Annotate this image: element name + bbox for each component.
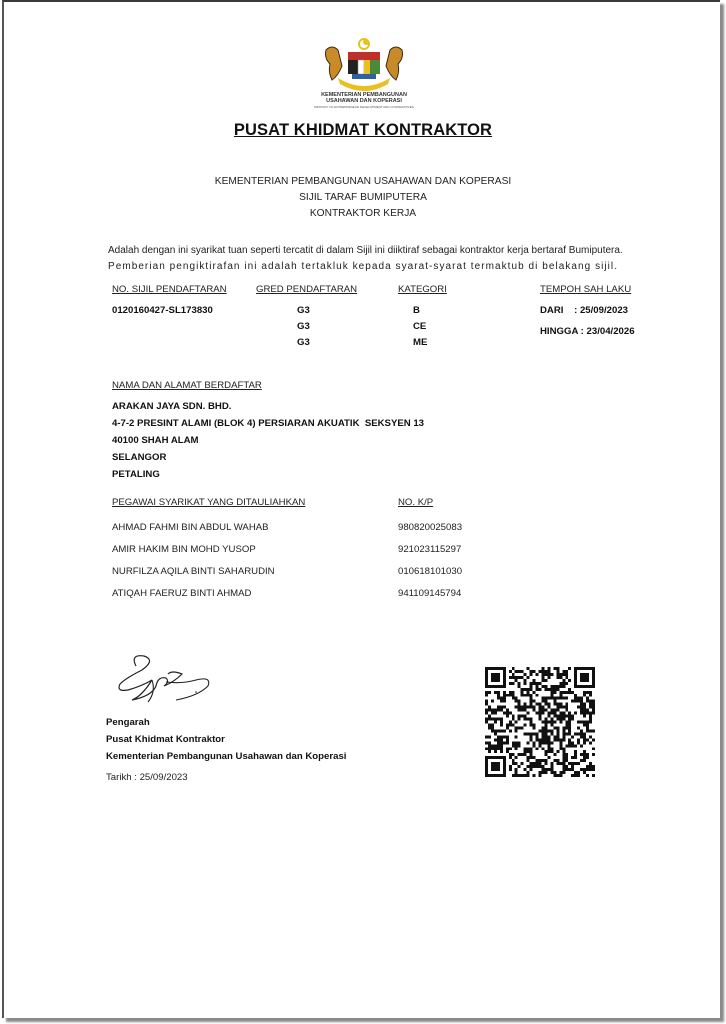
officer-name: AHMAD FAHMI BIN ABDUL WAHAB xyxy=(112,522,269,533)
officer-name: ATIQAH FAERUZ BINTI AHMAD xyxy=(112,588,252,599)
company-header: NAMA DAN ALAMAT BERDAFTAR xyxy=(112,380,262,391)
grade-value: G3 xyxy=(297,321,310,332)
officer-name: NURFILZA AQILA BINTI SAHARUDIN xyxy=(112,566,275,577)
certificate-page xyxy=(2,0,720,1018)
header-grade: GRED PENDAFTARAN xyxy=(256,284,358,295)
logo-line-2: USAHAWAN DAN KOPERASI xyxy=(326,98,402,104)
signatory-org: Pusat Khidmat Kontraktor xyxy=(106,734,225,745)
ic-header: NO. K/P xyxy=(398,497,434,508)
ministry-name: KEMENTERIAN PEMBANGUNAN USAHAWAN DAN KOPERASI xyxy=(214,176,512,187)
registration-number: 0120160427-SL173830 xyxy=(112,305,213,316)
company-address-line: 4-7-2 PRESINT ALAMI (BLOK 4) PERSIARAN AKUATIK SEKSYEN 13 xyxy=(112,418,425,429)
ministry-logo-text xyxy=(300,92,428,110)
crest-logo-icon xyxy=(318,36,410,94)
company-address-line: PETALING xyxy=(112,469,160,480)
signature-image xyxy=(112,652,216,708)
signatory-role: Pengarah xyxy=(106,717,150,728)
category-value: CE xyxy=(413,321,427,332)
company-name: ARAKAN JAYA SDN. BHD. xyxy=(112,401,232,412)
officer-ic: 010618101030 xyxy=(398,566,463,577)
logo-line-3: MINISTRY OF ENTREPRENEUR DEVELOPMENT AND COOPERATIVES xyxy=(314,105,414,109)
intro-line-1: Adalah dengan ini syarikat tuan seperti tercatit di dalam Sijil ini diiktiraf sebagai kontraktor kerja bertaraf Bumiputera. xyxy=(108,245,623,256)
officer-ic: 980820025083 xyxy=(398,522,463,533)
company-address-line: SELANGOR xyxy=(112,452,167,463)
signatory-ministry: Kementerian Pembangunan Usahawan dan Koperasi xyxy=(106,751,347,762)
logo-line-1: KEMENTERIAN PEMBANGUNAN xyxy=(321,92,407,98)
grade-value: G3 xyxy=(297,305,310,316)
page-title: PUSAT KHIDMAT KONTRAKTOR xyxy=(233,121,493,139)
officers-header: PEGAWAI SYARIKAT YANG DITAULIAHKAN xyxy=(112,497,306,508)
category-value: B xyxy=(413,305,420,316)
header-validity: TEMPOH SAH LAKU xyxy=(540,284,632,295)
company-address-line: 40100 SHAH ALAM xyxy=(112,435,199,446)
issue-date: Tarikh : 25/09/2023 xyxy=(106,772,188,783)
valid-to: HINGGA : 23/04/2026 xyxy=(540,326,635,337)
header-registration-no: NO. SIJIL PENDAFTARAN xyxy=(112,284,227,295)
grade-value: G3 xyxy=(297,337,310,348)
header-category: KATEGORI xyxy=(398,284,447,295)
category-value: ME xyxy=(413,337,428,348)
officer-name: AMIR HAKIM BIN MOHD YUSOP xyxy=(112,544,256,555)
officer-ic: 941109145794 xyxy=(398,588,462,599)
valid-from: DARI : 25/09/2023 xyxy=(540,305,628,316)
contractor-type: KONTRAKTOR KERJA xyxy=(309,208,417,219)
officer-ic: 921023115297 xyxy=(398,544,462,555)
certificate-name: SIJIL TARAF BUMIPUTERA xyxy=(299,192,427,203)
qr-code-icon xyxy=(485,667,595,777)
intro-line-2: Pemberian pengiktirafan ini adalah tertakluk kepada syarat-syarat termaktub di belakang sijil. xyxy=(108,261,619,272)
